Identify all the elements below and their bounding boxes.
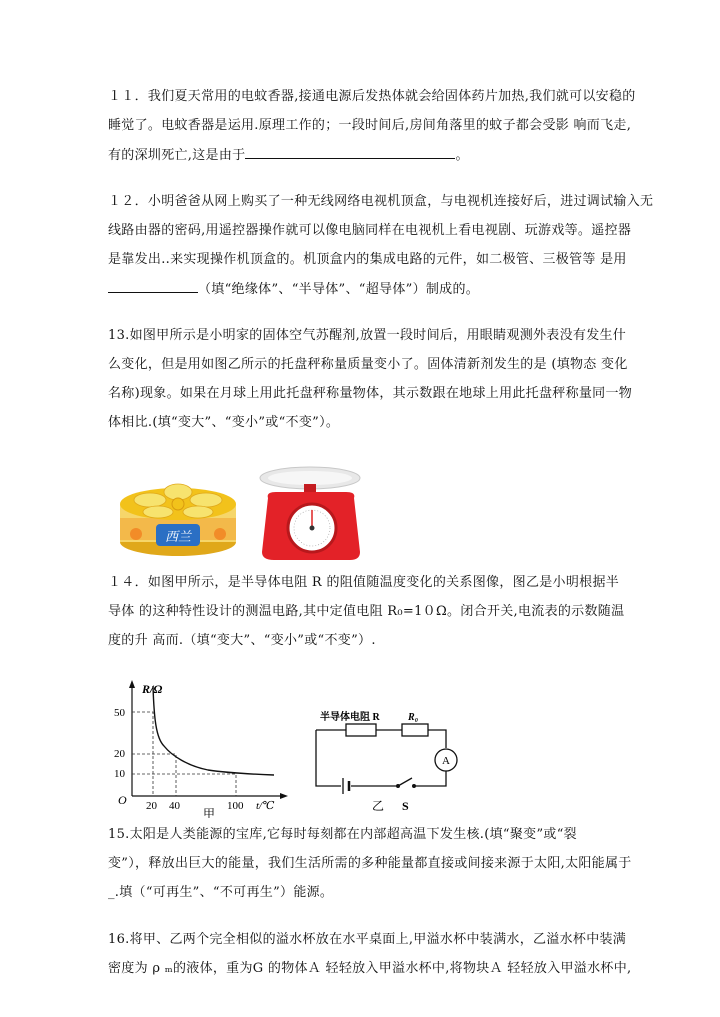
switch-blade: [398, 778, 412, 786]
q14-line2: 导体 的这种特性设计的测温电路,其中定值电阻 R₀=1０Ω。闭合开关,电流表的示数随温: [108, 604, 625, 619]
x-tick-40: 40: [169, 800, 180, 812]
q14-line3: 度的升 高而.（填“变大”、“变小”或“不变”）.: [108, 633, 376, 648]
q12-line4-text: （填“绝缘体”、“半导体”、“超导体”）制成的。: [198, 282, 480, 297]
x-axis-label: t/℃: [256, 800, 275, 812]
x-tick-20: 20: [146, 800, 157, 812]
wire-right: [414, 771, 446, 786]
switch-label: S: [402, 799, 409, 812]
q13-line1: 13.如图甲所示是小明家的固体空气苏醒剂,放置一段时间后，用眼睛观测外表没有发生什: [108, 328, 627, 343]
q16-line1: 16.将甲、乙两个完全相似的溢水杯放在水平桌面上,甲溢水杯中装满水，乙溢水杯中装满: [108, 932, 627, 947]
q11-line3: [108, 146, 469, 165]
switch-contact: [412, 784, 416, 788]
wire-left: [316, 730, 341, 786]
q12-line4: [108, 280, 479, 299]
y-axis-label: R/Ω: [142, 682, 163, 696]
air-freshener-image: [112, 462, 244, 562]
q12-answer-blank: [108, 280, 198, 293]
q15-line3: _.填（“可再生”、“不可再生”）能源。: [108, 885, 334, 900]
resistance-curve: [153, 686, 274, 775]
q15-line2: 变”），释放出巨大的能量，我们生活所需的多种能量都直接或间接来源于太阳,太阳能属于: [108, 856, 632, 871]
y-axis-arrow: [129, 680, 135, 688]
x-axis-arrow: [280, 793, 288, 799]
x-tick-100: 100: [227, 800, 244, 812]
r0-label: R₀: [408, 712, 419, 723]
q11-line3-text: 有的深圳死亡,这是由于: [108, 148, 246, 163]
q13-line4: 体相比.(填“变大”、“变小”或“不变”）。: [108, 415, 340, 430]
origin-label: O: [118, 793, 127, 807]
q11-line3-end: 。: [455, 148, 469, 163]
q15-line1: 15.太阳是人类能源的宝库,它每时每刻都在内部超高温下发生核.(填“聚变”或“裂: [108, 827, 577, 842]
freshener-brand: 西兰: [164, 529, 192, 544]
temperature-circuit-diagram: [306, 708, 466, 812]
q13-line3: 名称)现象。如果在月球上用此托盘秤称量物体，其示数跟在地球上用此托盘秤称量同一物: [108, 386, 633, 401]
circuit-caption: 乙: [372, 799, 385, 812]
tray-scale-image: [254, 464, 364, 564]
q16-line2: 密度为 ρ ₘ的液体，重为G 的物体Ａ 轻轻放入甲溢水杯中,将物块Ａ 轻轻放入甲溢水杯中,: [108, 961, 632, 976]
resistance-temperature-graph: [108, 678, 298, 818]
y-tick-10: 10: [114, 768, 125, 780]
semiconductor-resistor: [346, 724, 376, 736]
guide-lines: [132, 712, 236, 796]
q11-answer-blank: [245, 146, 455, 159]
y-tick-20: 20: [114, 748, 125, 760]
q11-line1: １１．我们夏天常用的电蚊香器,接通电源后发热体就会给固体药片加热,我们就可以安稳的: [108, 89, 636, 104]
q14-line1: １４．如图甲所示，是半导体电阻 R 的阻值随温度变化的关系图像，图乙是小明根据半: [108, 575, 620, 590]
q12-line2: 线路由器的密码,用遥控器操作就可以像电脑同样在电视机上看电视剧、玩游戏等。遥控器: [108, 223, 632, 238]
graph-caption: 甲: [203, 807, 216, 818]
q13-line2: 么变化，但是用如图乙所示的托盘秤称量质量变小了。固体清新剂发生的是 (填物态 变化: [108, 357, 628, 372]
y-tick-50: 50: [114, 707, 125, 719]
q11-line2: 睡觉了。电蚊香器是运用.原理工作的；一段时间后,房间角落里的蚊子都会受影 响而飞走,: [108, 118, 632, 133]
switch-pivot: [396, 784, 400, 788]
q12-line1: １２．小明爸爸从网上购买了一种无线网络电视机顶盒，与电视机连接好后，进过调试输入无: [108, 194, 654, 209]
wire-top-right: [428, 730, 446, 748]
ammeter-label: A: [442, 755, 450, 767]
fixed-resistor: [402, 724, 428, 736]
semiconductor-label: 半导体电阻 R: [320, 712, 380, 723]
q12-line3: 是靠发出..来实现操作机顶盒的。机顶盒内的集成电路的元件，如二极管、三极管等 是用: [108, 252, 627, 267]
